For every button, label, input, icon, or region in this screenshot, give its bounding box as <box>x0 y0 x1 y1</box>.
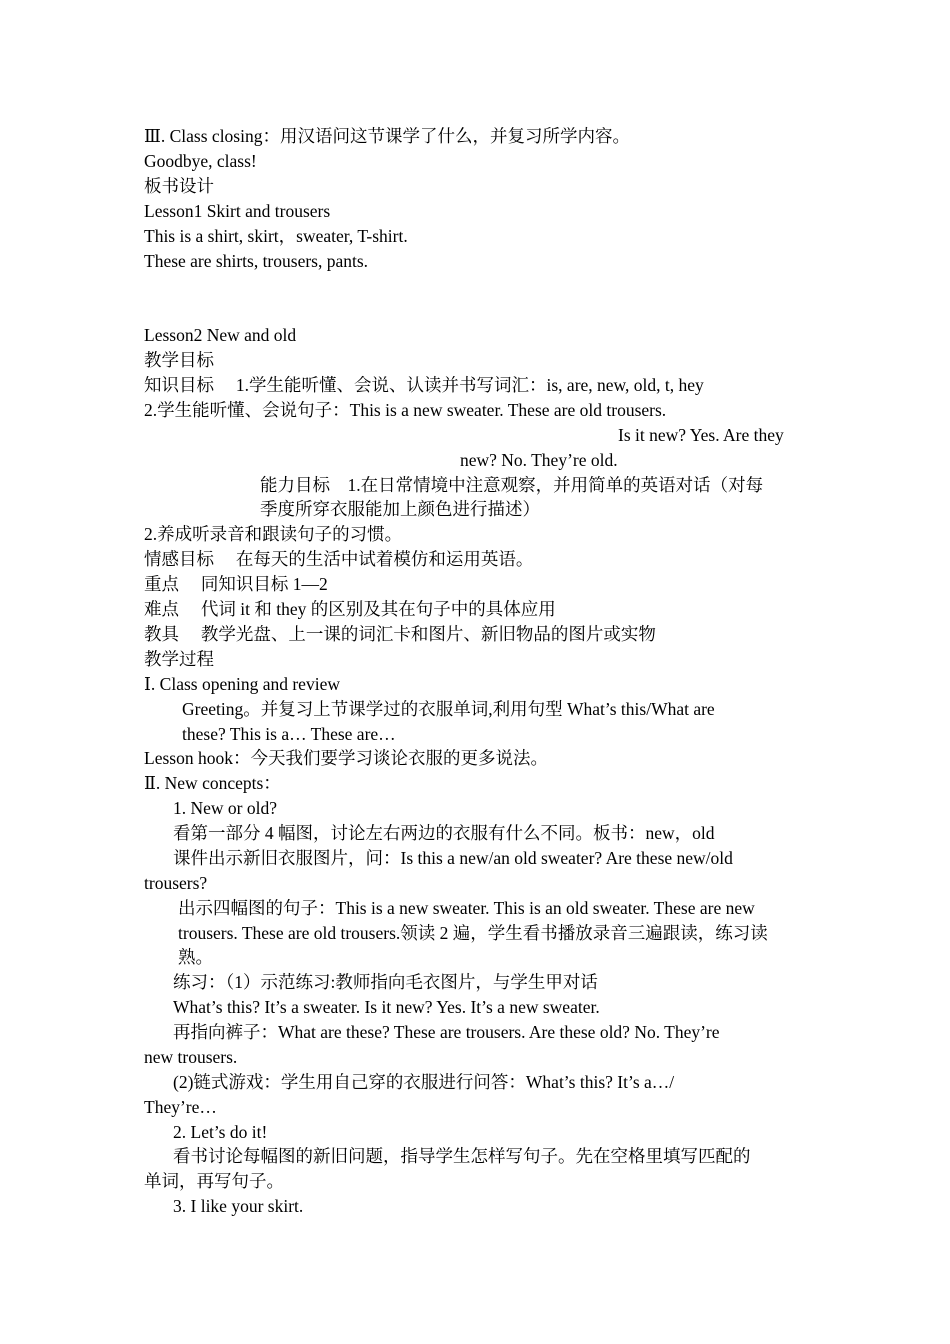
text-line: 知识目标 1.学生能听懂、会说、认读并书写词汇：is, are, new, old, t, hey <box>144 375 704 395</box>
text-line: 教具 教学光盘、上一课的词汇卡和图片、新旧物品的图片或实物 <box>144 624 656 644</box>
text-line: 2.养成听录音和跟读句子的习惯。 <box>144 524 403 544</box>
text-line: these? This is a… These are… <box>182 724 396 744</box>
text-line: 能力目标 1.在日常情境中注意观察，并用简单的英语对话（对每 <box>260 475 764 495</box>
text-line: 2.学生能听懂、会说句子：This is a new sweater. These are old trousers. <box>144 400 667 420</box>
text-line: 情感目标 在每天的生活中试着模仿和运用英语。 <box>144 549 534 569</box>
text-line: new trousers. <box>144 1047 238 1067</box>
text-line: Greeting。并复习上节课学过的衣服单词,利用句型 What’s this/What are <box>182 699 715 719</box>
text-line: new? No. They’re old. <box>460 450 618 470</box>
text-line: Goodbye, class! <box>144 151 257 171</box>
text-line: What’s this? It’s a sweater. Is it new? Yes. It’s a new sweater. <box>173 997 600 1017</box>
text-line: 看书讨论每幅图的新旧问题，指导学生怎样写句子。先在空格里填写匹配的 <box>173 1146 751 1166</box>
text-line: Lesson1 Skirt and trousers <box>144 201 331 221</box>
text-line: 重点 同知识目标 1—2 <box>144 574 328 594</box>
text-line: 看第一部分 4 幅图，讨论左右两边的衣服有什么不同。板书：new，old <box>173 823 715 843</box>
text-line: trousers. These are old trousers.领读 2 遍，学生看书播放录音三遍跟读，练习读 <box>178 923 768 943</box>
text-line: 熟。 <box>178 947 213 967</box>
text-line: 练习：（1）示范练习:教师指向毛衣图片，与学生甲对话 <box>173 972 598 992</box>
text-line: 出示四幅图的句子：This is a new sweater. This is an old sweater. These are new <box>178 898 755 918</box>
text-line: They’re… <box>144 1097 217 1117</box>
text-line: Ⅰ. Class opening and review <box>144 674 340 694</box>
text-line: 再指向裤子：What are these? These are trousers. Are these old? No. They’re <box>173 1022 720 1042</box>
text-line: 课件出示新旧衣服图片，问：Is this a new/an old sweater? Are these new/old <box>173 848 733 868</box>
text-line: 单词，再写句子。 <box>144 1171 284 1191</box>
text-line: 难点 代词 it 和 they 的区别及其在句子中的具体应用 <box>144 599 556 619</box>
text-line: Ⅲ. Class closing：用汉语问这节课学了什么，并复习所学内容。 <box>144 126 630 146</box>
text-line: Is it new? Yes. Are they <box>618 425 784 445</box>
section-title: Lesson2 New and old <box>144 325 297 345</box>
text-line: Lesson hook：今天我们要学习谈论衣服的更多说法。 <box>144 748 548 768</box>
text-line: 板书设计 <box>144 176 214 196</box>
text-line: 教学过程 <box>144 649 214 669</box>
text-line: 3. I like your skirt. <box>173 1196 304 1216</box>
text-line: 季度所穿衣服能加上颜色进行描述） <box>260 499 540 519</box>
text-line: These are shirts, trousers, pants. <box>144 251 369 271</box>
text-line: (2)链式游戏：学生用自己穿的衣服进行问答：What’s this? It’s a…/ <box>173 1072 675 1092</box>
text-line: 2. Let’s do it! <box>173 1122 268 1142</box>
text-line: trousers? <box>144 873 208 893</box>
text-line: This is a shirt, skirt，sweater, T-shirt. <box>144 226 408 246</box>
text-line: 教学目标 <box>144 350 214 370</box>
text-line: Ⅱ. New concepts： <box>144 773 281 793</box>
text-line: 1. New or old? <box>173 798 278 818</box>
